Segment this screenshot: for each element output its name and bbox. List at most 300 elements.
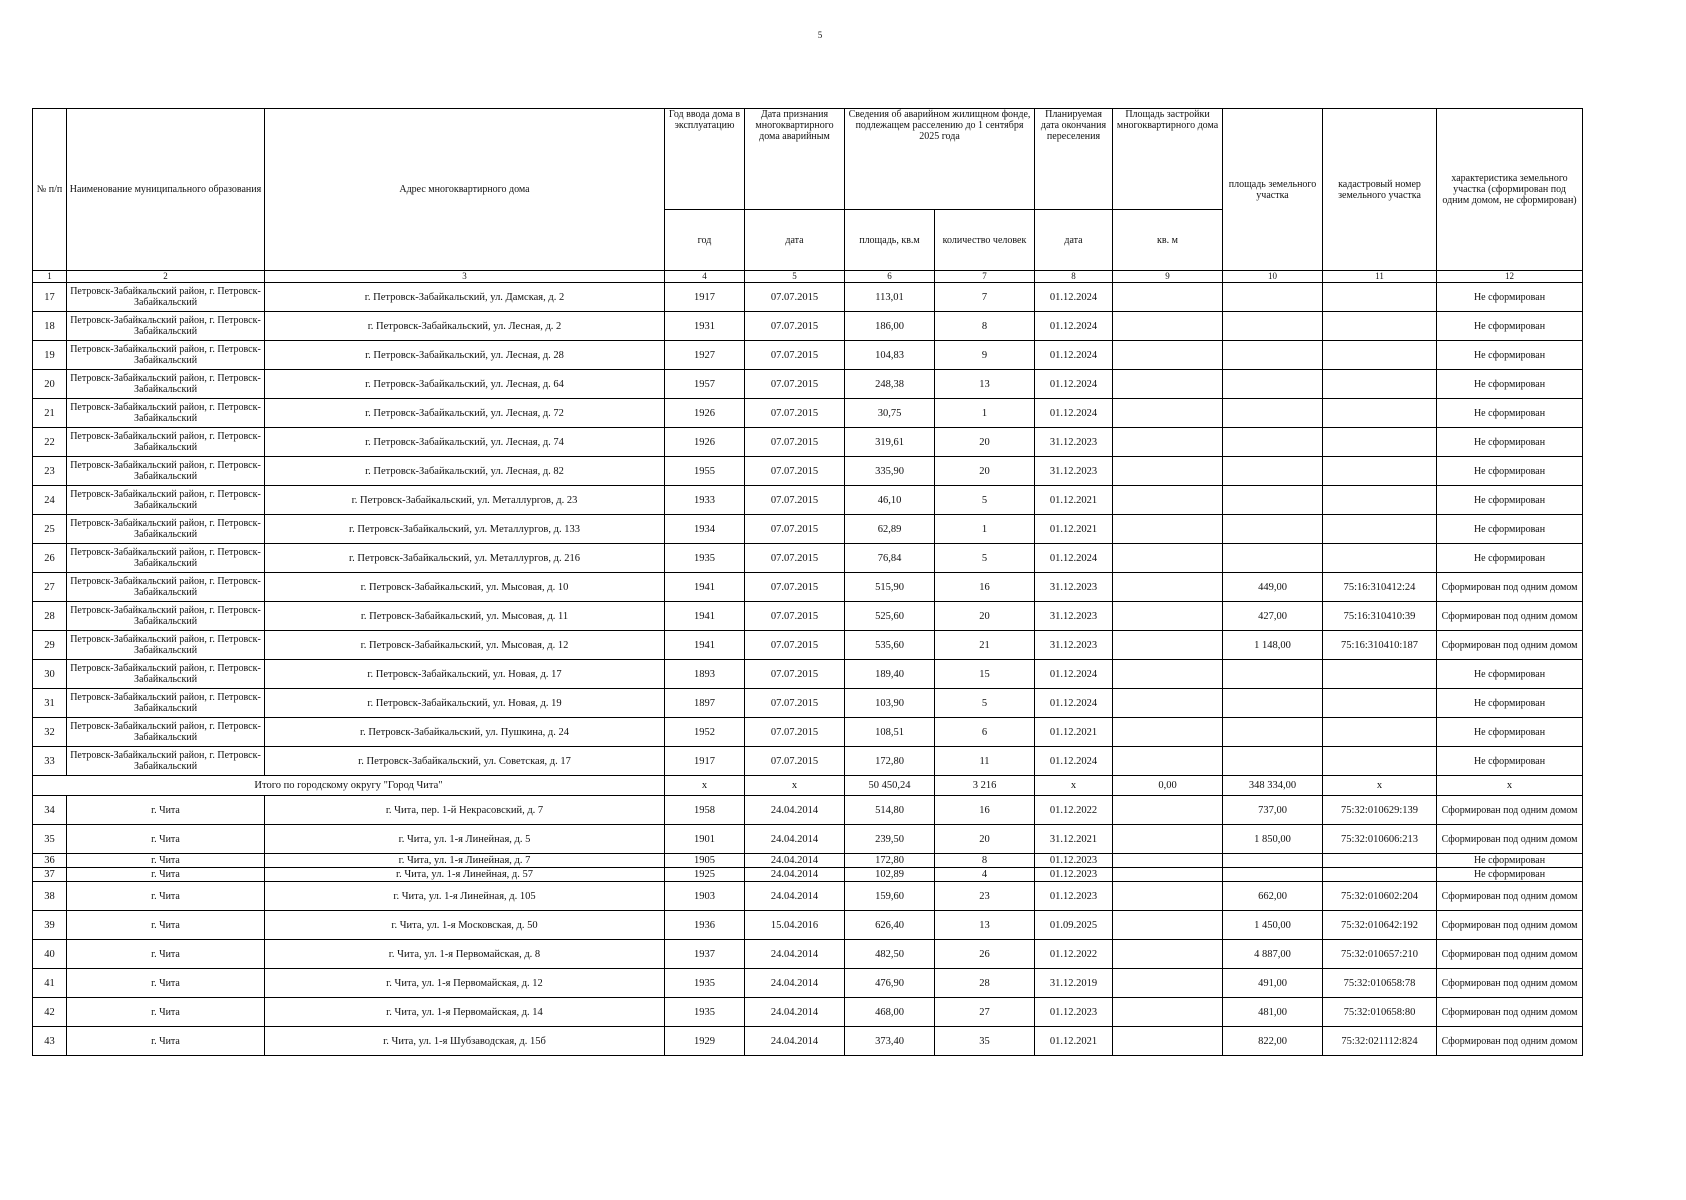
people-cell: 35 — [935, 1027, 1035, 1056]
column-number: 2 — [67, 271, 265, 283]
cadastral-cell — [1323, 341, 1437, 370]
plan-date-cell: 01.12.2021 — [1035, 1027, 1113, 1056]
emergency-date-cell: 07.07.2015 — [745, 399, 845, 428]
municipality-cell: Петровск-Забайкальский район, г. Петровск-Забайкальский — [67, 544, 265, 573]
plan-date-cell: 01.09.2025 — [1035, 911, 1113, 940]
table-row — [33, 868, 1583, 882]
municipality-cell: Петровск-Забайкальский район, г. Петровск-Забайкальский — [67, 283, 265, 312]
emergency-date-cell: 07.07.2015 — [745, 718, 845, 747]
cadastral-cell: 75:32:010658:80 — [1323, 998, 1437, 1027]
address-cell: г. Чита, пер. 1-й Некрасовский, д. 7 — [265, 796, 665, 825]
people-cell: 15 — [935, 660, 1035, 689]
area-cell: 108,51 — [845, 718, 935, 747]
area-cell: 189,40 — [845, 660, 935, 689]
address-cell: г. Петровск-Забайкальский, ул. Лесная, д. 2 — [265, 312, 665, 341]
table-row — [33, 457, 1583, 486]
address-cell: г. Чита, ул. 1-я Линейная, д. 105 — [265, 882, 665, 911]
people-cell: 20 — [935, 457, 1035, 486]
emergency-date-cell: 07.07.2015 — [745, 515, 845, 544]
emergency-date-cell: 07.07.2015 — [745, 631, 845, 660]
row-number: 36 — [33, 854, 67, 868]
building-area-cell — [1113, 825, 1223, 854]
total-date: х — [745, 776, 845, 796]
column-number-row — [33, 271, 1583, 283]
land-area-cell — [1223, 428, 1323, 457]
municipality-cell: г. Чита — [67, 796, 265, 825]
header-land-characteristic: характеристика земельного участка (сформирован под одним домом, не сформирован) — [1437, 109, 1583, 271]
municipality-cell: Петровск-Забайкальский район, г. Петровск-Забайкальский — [67, 370, 265, 399]
address-cell: г. Петровск-Забайкальский, ул. Лесная, д. 74 — [265, 428, 665, 457]
year-cell: 1941 — [665, 602, 745, 631]
row-number: 34 — [33, 796, 67, 825]
table-row — [33, 602, 1583, 631]
characteristic-cell: Не сформирован — [1437, 544, 1583, 573]
year-cell: 1903 — [665, 882, 745, 911]
address-cell: г. Петровск-Забайкальский, ул. Новая, д. 19 — [265, 689, 665, 718]
year-cell: 1934 — [665, 515, 745, 544]
emergency-date-cell: 24.04.2014 — [745, 868, 845, 882]
address-cell: г. Чита, ул. 1-я Линейная, д. 5 — [265, 825, 665, 854]
total-people: 3 216 — [935, 776, 1035, 796]
land-area-cell — [1223, 515, 1323, 544]
address-cell: г. Петровск-Забайкальский, ул. Металлургов, д. 23 — [265, 486, 665, 515]
building-area-cell — [1113, 602, 1223, 631]
building-area-cell — [1113, 515, 1223, 544]
total-char: х — [1437, 776, 1583, 796]
address-cell: г. Петровск-Забайкальский, ул. Мысовая, д. 11 — [265, 602, 665, 631]
year-cell: 1937 — [665, 940, 745, 969]
table-row — [33, 998, 1583, 1027]
emergency-date-cell: 07.07.2015 — [745, 428, 845, 457]
land-area-cell — [1223, 660, 1323, 689]
area-cell: 172,80 — [845, 747, 935, 776]
address-cell: г. Петровск-Забайкальский, ул. Лесная, д. 28 — [265, 341, 665, 370]
cadastral-cell — [1323, 312, 1437, 341]
land-area-cell: 1 450,00 — [1223, 911, 1323, 940]
plan-date-cell: 01.12.2024 — [1035, 689, 1113, 718]
year-cell: 1926 — [665, 399, 745, 428]
land-area-cell: 737,00 — [1223, 796, 1323, 825]
address-cell: г. Чита, ул. 1-я Линейная, д. 7 — [265, 854, 665, 868]
table-row — [33, 689, 1583, 718]
plan-date-cell: 01.12.2024 — [1035, 399, 1113, 428]
table-row — [33, 399, 1583, 428]
area-cell: 373,40 — [845, 1027, 935, 1056]
table-row — [33, 940, 1583, 969]
address-cell: г. Петровск-Забайкальский, ул. Лесная, д. 82 — [265, 457, 665, 486]
area-cell: 514,80 — [845, 796, 935, 825]
plan-date-cell: 01.12.2024 — [1035, 283, 1113, 312]
people-cell: 21 — [935, 631, 1035, 660]
page-number: 5 — [817, 30, 823, 40]
land-area-cell: 481,00 — [1223, 998, 1323, 1027]
building-area-cell — [1113, 283, 1223, 312]
column-number: 4 — [665, 271, 745, 283]
year-cell: 1933 — [665, 486, 745, 515]
year-cell: 1958 — [665, 796, 745, 825]
year-cell: 1935 — [665, 969, 745, 998]
building-area-cell — [1113, 882, 1223, 911]
address-cell: г. Петровск-Забайкальский, ул. Лесная, д. 64 — [265, 370, 665, 399]
table-row — [33, 718, 1583, 747]
characteristic-cell: Не сформирован — [1437, 660, 1583, 689]
row-number: 30 — [33, 660, 67, 689]
table-row — [33, 573, 1583, 602]
municipality-cell: г. Чита — [67, 940, 265, 969]
municipality-cell: Петровск-Забайкальский район, г. Петровск-Забайкальский — [67, 660, 265, 689]
area-cell: 103,90 — [845, 689, 935, 718]
municipality-cell: Петровск-Забайкальский район, г. Петровск-Забайкальский — [67, 428, 265, 457]
cadastral-cell — [1323, 283, 1437, 312]
characteristic-cell: Сформирован под одним домом — [1437, 940, 1583, 969]
year-cell: 1957 — [665, 370, 745, 399]
area-cell: 535,60 — [845, 631, 935, 660]
characteristic-cell: Не сформирован — [1437, 515, 1583, 544]
address-cell: г. Чита, ул. 1-я Шубзаводская, д. 15б — [265, 1027, 665, 1056]
address-cell: г. Петровск-Забайкальский, ул. Новая, д. 17 — [265, 660, 665, 689]
characteristic-cell: Не сформирован — [1437, 868, 1583, 882]
land-area-cell — [1223, 747, 1323, 776]
row-number: 40 — [33, 940, 67, 969]
characteristic-cell: Не сформирован — [1437, 428, 1583, 457]
area-cell: 113,01 — [845, 283, 935, 312]
building-area-cell — [1113, 341, 1223, 370]
row-number: 28 — [33, 602, 67, 631]
plan-date-cell: 31.12.2019 — [1035, 969, 1113, 998]
plan-date-cell: 01.12.2023 — [1035, 998, 1113, 1027]
emergency-date-cell: 24.04.2014 — [745, 882, 845, 911]
emergency-date-cell: 24.04.2014 — [745, 825, 845, 854]
table-row — [33, 283, 1583, 312]
characteristic-cell: Не сформирован — [1437, 747, 1583, 776]
address-cell: г. Петровск-Забайкальский, ул. Пушкина, д. 24 — [265, 718, 665, 747]
cadastral-cell — [1323, 486, 1437, 515]
cadastral-cell — [1323, 457, 1437, 486]
table-row — [33, 969, 1583, 998]
row-number: 24 — [33, 486, 67, 515]
address-cell: г. Чита, ул. 1-я Первомайская, д. 14 — [265, 998, 665, 1027]
cadastral-cell: 75:32:010602:204 — [1323, 882, 1437, 911]
header-number: № п/п — [33, 109, 67, 271]
land-area-cell: 1 148,00 — [1223, 631, 1323, 660]
cadastral-cell: 75:32:010658:78 — [1323, 969, 1437, 998]
total-year: х — [665, 776, 745, 796]
cadastral-cell: 75:16:310410:39 — [1323, 602, 1437, 631]
address-cell: г. Петровск-Забайкальский, ул. Советская, д. 17 — [265, 747, 665, 776]
header-emergency-fund: Сведения об аварийном жилищном фонде, подлежащем расселению до 1 сентября 2025 года — [845, 109, 1035, 210]
municipality-cell: г. Чита — [67, 969, 265, 998]
year-cell: 1893 — [665, 660, 745, 689]
emergency-date-cell: 15.04.2016 — [745, 911, 845, 940]
table-row — [33, 882, 1583, 911]
building-area-cell — [1113, 1027, 1223, 1056]
people-cell: 8 — [935, 312, 1035, 341]
people-cell: 4 — [935, 868, 1035, 882]
year-cell: 1917 — [665, 747, 745, 776]
table-row — [33, 515, 1583, 544]
header-row-main — [33, 109, 1583, 210]
plan-date-cell: 01.12.2024 — [1035, 544, 1113, 573]
cadastral-cell — [1323, 718, 1437, 747]
municipality-cell: Петровск-Забайкальский район, г. Петровск-Забайкальский — [67, 341, 265, 370]
area-cell: 102,89 — [845, 868, 935, 882]
total-plan: х — [1035, 776, 1113, 796]
land-area-cell — [1223, 312, 1323, 341]
municipality-cell: Петровск-Забайкальский район, г. Петровск-Забайкальский — [67, 602, 265, 631]
year-cell: 1952 — [665, 718, 745, 747]
characteristic-cell: Сформирован под одним домом — [1437, 602, 1583, 631]
emergency-date-cell: 07.07.2015 — [745, 312, 845, 341]
building-area-cell — [1113, 660, 1223, 689]
row-number: 22 — [33, 428, 67, 457]
people-cell: 13 — [935, 370, 1035, 399]
municipality-cell: г. Чита — [67, 854, 265, 868]
column-number: 11 — [1323, 271, 1437, 283]
plan-date-cell: 01.12.2022 — [1035, 940, 1113, 969]
people-cell: 23 — [935, 882, 1035, 911]
plan-date-cell: 31.12.2023 — [1035, 573, 1113, 602]
building-area-cell — [1113, 969, 1223, 998]
plan-date-cell: 01.12.2021 — [1035, 718, 1113, 747]
total-label: Итого по городскому округу "Город Чита" — [33, 776, 665, 796]
row-number: 17 — [33, 283, 67, 312]
plan-date-cell: 31.12.2023 — [1035, 428, 1113, 457]
emergency-date-cell: 07.07.2015 — [745, 689, 845, 718]
people-cell: 27 — [935, 998, 1035, 1027]
people-cell: 5 — [935, 544, 1035, 573]
people-cell: 6 — [935, 718, 1035, 747]
municipality-cell: Петровск-Забайкальский район, г. Петровск-Забайкальский — [67, 718, 265, 747]
area-cell: 335,90 — [845, 457, 935, 486]
area-cell: 476,90 — [845, 969, 935, 998]
total-area: 50 450,24 — [845, 776, 935, 796]
year-cell: 1935 — [665, 998, 745, 1027]
municipality-cell: г. Чита — [67, 1027, 265, 1056]
emergency-date-cell: 07.07.2015 — [745, 544, 845, 573]
land-area-cell — [1223, 544, 1323, 573]
municipality-cell: Петровск-Забайкальский район, г. Петровск-Забайкальский — [67, 486, 265, 515]
plan-date-cell: 01.12.2024 — [1035, 312, 1113, 341]
emergency-date-cell: 24.04.2014 — [745, 854, 845, 868]
building-area-cell — [1113, 631, 1223, 660]
plan-date-cell: 01.12.2024 — [1035, 747, 1113, 776]
municipality-cell: Петровск-Забайкальский район, г. Петровск-Забайкальский — [67, 399, 265, 428]
row-number: 21 — [33, 399, 67, 428]
table-row — [33, 854, 1583, 868]
row-number: 41 — [33, 969, 67, 998]
table-row — [33, 796, 1583, 825]
area-cell: 248,38 — [845, 370, 935, 399]
building-area-cell — [1113, 747, 1223, 776]
year-cell: 1901 — [665, 825, 745, 854]
emergency-date-cell: 07.07.2015 — [745, 457, 845, 486]
land-area-cell — [1223, 718, 1323, 747]
cadastral-cell — [1323, 515, 1437, 544]
year-cell: 1929 — [665, 1027, 745, 1056]
characteristic-cell: Сформирован под одним домом — [1437, 882, 1583, 911]
building-area-cell — [1113, 544, 1223, 573]
people-cell: 9 — [935, 341, 1035, 370]
building-area-cell — [1113, 940, 1223, 969]
people-cell: 26 — [935, 940, 1035, 969]
plan-date-cell: 31.12.2023 — [1035, 457, 1113, 486]
address-cell: г. Петровск-Забайкальский, ул. Металлургов, д. 216 — [265, 544, 665, 573]
table-row — [33, 631, 1583, 660]
total-build: 0,00 — [1113, 776, 1223, 796]
cadastral-cell: 75:32:010629:139 — [1323, 796, 1437, 825]
land-area-cell: 4 887,00 — [1223, 940, 1323, 969]
people-cell: 5 — [935, 689, 1035, 718]
emergency-date-cell: 24.04.2014 — [745, 969, 845, 998]
column-number: 3 — [265, 271, 665, 283]
unit-people: количество человек — [935, 210, 1035, 271]
table-row — [33, 428, 1583, 457]
year-cell: 1927 — [665, 341, 745, 370]
address-cell: г. Чита, ул. 1-я Линейная, д. 57 — [265, 868, 665, 882]
area-cell: 172,80 — [845, 854, 935, 868]
row-number: 33 — [33, 747, 67, 776]
municipality-cell: Петровск-Забайкальский район, г. Петровск-Забайкальский — [67, 573, 265, 602]
emergency-date-cell: 24.04.2014 — [745, 998, 845, 1027]
chita-section — [33, 796, 1583, 1056]
row-number: 29 — [33, 631, 67, 660]
land-area-cell — [1223, 457, 1323, 486]
address-cell: г. Чита, ул. 1-я Первомайская, д. 8 — [265, 940, 665, 969]
area-cell: 515,90 — [845, 573, 935, 602]
land-area-cell — [1223, 283, 1323, 312]
building-area-cell — [1113, 457, 1223, 486]
year-cell: 1917 — [665, 283, 745, 312]
characteristic-cell: Не сформирован — [1437, 854, 1583, 868]
plan-date-cell: 01.12.2021 — [1035, 486, 1113, 515]
people-cell: 8 — [935, 854, 1035, 868]
area-cell: 239,50 — [845, 825, 935, 854]
row-number: 32 — [33, 718, 67, 747]
characteristic-cell: Не сформирован — [1437, 457, 1583, 486]
table-row — [33, 341, 1583, 370]
land-area-cell: 449,00 — [1223, 573, 1323, 602]
cadastral-cell: 75:32:010657:210 — [1323, 940, 1437, 969]
header-building-area: Площадь застройки многоквартирного дома — [1113, 109, 1223, 210]
housing-registry-table — [32, 108, 1583, 1056]
year-cell: 1941 — [665, 573, 745, 602]
plan-date-cell: 01.12.2021 — [1035, 515, 1113, 544]
total-cad: х — [1323, 776, 1437, 796]
municipality-cell: г. Чита — [67, 911, 265, 940]
building-area-cell — [1113, 573, 1223, 602]
row-number: 26 — [33, 544, 67, 573]
characteristic-cell: Сформирован под одним домом — [1437, 998, 1583, 1027]
area-cell: 525,60 — [845, 602, 935, 631]
year-cell: 1897 — [665, 689, 745, 718]
row-number: 31 — [33, 689, 67, 718]
building-area-cell — [1113, 370, 1223, 399]
characteristic-cell: Не сформирован — [1437, 341, 1583, 370]
people-cell: 16 — [935, 796, 1035, 825]
address-cell: г. Чита, ул. 1-я Первомайская, д. 12 — [265, 969, 665, 998]
characteristic-cell: Не сформирован — [1437, 283, 1583, 312]
emergency-date-cell: 07.07.2015 — [745, 370, 845, 399]
cadastral-cell — [1323, 428, 1437, 457]
characteristic-cell: Не сформирован — [1437, 370, 1583, 399]
address-cell: г. Петровск-Забайкальский, ул. Дамская, д. 2 — [265, 283, 665, 312]
cadastral-cell — [1323, 689, 1437, 718]
cadastral-cell — [1323, 370, 1437, 399]
header-planned-date: Планируемая дата окончания переселения — [1035, 109, 1113, 210]
characteristic-cell: Сформирован под одним домом — [1437, 1027, 1583, 1056]
municipality-cell: Петровск-Забайкальский район, г. Петровск-Забайкальский — [67, 312, 265, 341]
table-row — [33, 825, 1583, 854]
building-area-cell — [1113, 868, 1223, 882]
plan-date-cell: 01.12.2024 — [1035, 341, 1113, 370]
emergency-date-cell: 07.07.2015 — [745, 747, 845, 776]
cadastral-cell — [1323, 399, 1437, 428]
people-cell: 20 — [935, 602, 1035, 631]
characteristic-cell: Не сформирован — [1437, 718, 1583, 747]
column-number: 5 — [745, 271, 845, 283]
table-row — [33, 370, 1583, 399]
row-number: 18 — [33, 312, 67, 341]
year-cell: 1955 — [665, 457, 745, 486]
header-address: Адрес многоквартирного дома — [265, 109, 665, 271]
column-number: 6 — [845, 271, 935, 283]
cadastral-cell — [1323, 854, 1437, 868]
cadastral-cell: 75:32:010642:192 — [1323, 911, 1437, 940]
column-number: 10 — [1223, 271, 1323, 283]
year-cell: 1925 — [665, 868, 745, 882]
land-area-cell — [1223, 854, 1323, 868]
people-cell: 20 — [935, 428, 1035, 457]
column-number: 12 — [1437, 271, 1583, 283]
cadastral-cell: 75:32:010606:213 — [1323, 825, 1437, 854]
area-cell: 46,10 — [845, 486, 935, 515]
people-cell: 5 — [935, 486, 1035, 515]
building-area-cell — [1113, 428, 1223, 457]
cadastral-cell — [1323, 660, 1437, 689]
year-cell: 1926 — [665, 428, 745, 457]
land-area-cell: 1 850,00 — [1223, 825, 1323, 854]
row-number: 27 — [33, 573, 67, 602]
table-row — [33, 486, 1583, 515]
characteristic-cell: Сформирован под одним домом — [1437, 969, 1583, 998]
building-area-cell — [1113, 854, 1223, 868]
municipality-cell: г. Чита — [67, 998, 265, 1027]
municipality-cell: г. Чита — [67, 868, 265, 882]
building-area-cell — [1113, 998, 1223, 1027]
year-cell: 1905 — [665, 854, 745, 868]
unit-plan-date: дата — [1035, 210, 1113, 271]
emergency-date-cell: 07.07.2015 — [745, 573, 845, 602]
plan-date-cell: 01.12.2023 — [1035, 868, 1113, 882]
column-number: 9 — [1113, 271, 1223, 283]
row-number: 25 — [33, 515, 67, 544]
column-number: 1 — [33, 271, 67, 283]
land-area-cell — [1223, 868, 1323, 882]
table-row — [33, 544, 1583, 573]
total-land: 348 334,00 — [1223, 776, 1323, 796]
plan-date-cell: 01.12.2024 — [1035, 660, 1113, 689]
building-area-cell — [1113, 796, 1223, 825]
table-row — [33, 911, 1583, 940]
plan-date-cell: 01.12.2023 — [1035, 854, 1113, 868]
column-number: 8 — [1035, 271, 1113, 283]
address-cell: г. Петровск-Забайкальский, ул. Мысовая, д. 12 — [265, 631, 665, 660]
cadastral-cell — [1323, 747, 1437, 776]
row-number: 37 — [33, 868, 67, 882]
emergency-date-cell: 07.07.2015 — [745, 602, 845, 631]
emergency-date-cell: 07.07.2015 — [745, 486, 845, 515]
plan-date-cell: 01.12.2024 — [1035, 370, 1113, 399]
